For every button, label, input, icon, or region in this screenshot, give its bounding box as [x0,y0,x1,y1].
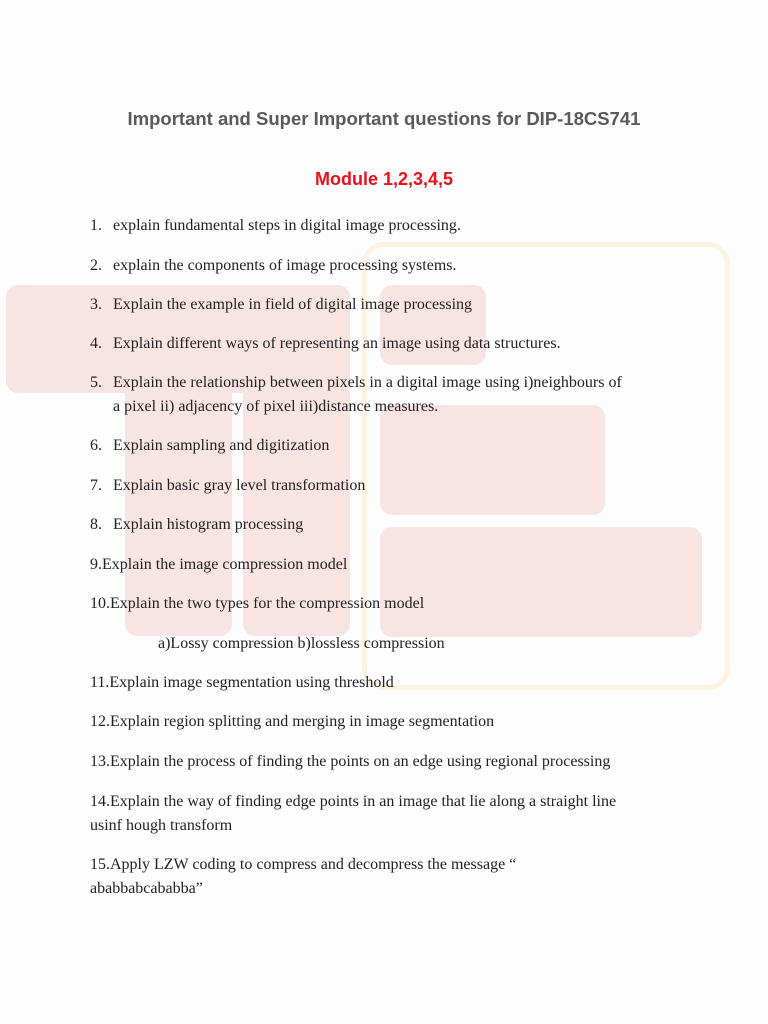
item-text: Explain different ways of representing an image using data structures. [113,335,561,352]
item-text: Explain image segmentation using threshold [109,674,394,691]
list-item [90,293,690,317]
item-number: 6. [90,437,102,454]
list-item [90,853,690,901]
item-text: Explain basic gray level transformation [113,477,366,494]
watermark-block [380,527,702,637]
item-text-continued: ababbabcababba” [90,880,203,897]
list-item [90,214,690,238]
item-text: Explain sampling and digitization [113,437,330,454]
item-number: 7. [90,477,102,494]
item-number: 15. [90,856,110,873]
item-text-continued: a pixel ii) adjacency of pixel iii)distance measures. [113,398,439,415]
item-number: 2. [90,257,102,274]
list-item [90,710,690,734]
document-title: Important and Super Important questions for DIP-18CS741 [127,108,641,129]
item-number: 5. [90,374,102,391]
list-subitem [158,632,758,656]
item-number: 8. [90,516,102,533]
item-text: Explain the two types for the compression model [110,595,425,612]
watermark-block [380,405,605,515]
list-item [90,371,690,419]
list-item [90,553,690,577]
item-text-continued: usinf hough transform [90,817,233,834]
item-number: 3. [90,296,102,313]
list-item [90,750,690,774]
item-number: 11. [90,674,110,691]
item-text: Explain the process of finding the points on an edge using regional processing [110,753,611,770]
item-number: 4. [90,335,102,352]
item-text: Explain histogram processing [113,516,304,533]
item-text: Explain the image compression model [102,556,348,573]
list-item [90,434,690,458]
item-text: explain fundamental steps in digital image processing. [113,217,461,234]
item-text: Explain the relationship between pixels in a digital image using i)neighbours of [113,374,622,391]
item-text: Explain the way of finding edge points in an image that lie along a straight line [110,793,617,810]
list-item [90,332,690,356]
list-item [90,671,690,695]
item-number: 13. [90,753,110,770]
item-text: a)Lossy compression b)lossless compression [158,635,445,652]
item-number: 1. [90,217,102,234]
item-number: 10. [90,595,110,612]
item-number: 9. [90,556,102,573]
list-item [90,592,690,616]
module-heading: Module 1,2,3,4,5 [314,169,454,189]
item-text: Explain region splitting and merging in image segmentation [110,713,495,730]
list-item [90,513,690,537]
list-item [90,474,690,498]
item-text: explain the components of image processing systems. [113,257,457,274]
list-item [90,254,690,278]
list-item [90,790,690,838]
item-number: 14. [90,793,110,810]
item-number: 12. [90,713,110,730]
item-text: Explain the example in field of digital image processing [113,296,473,313]
item-text: Apply LZW coding to compress and decompress the message “ [110,856,517,873]
